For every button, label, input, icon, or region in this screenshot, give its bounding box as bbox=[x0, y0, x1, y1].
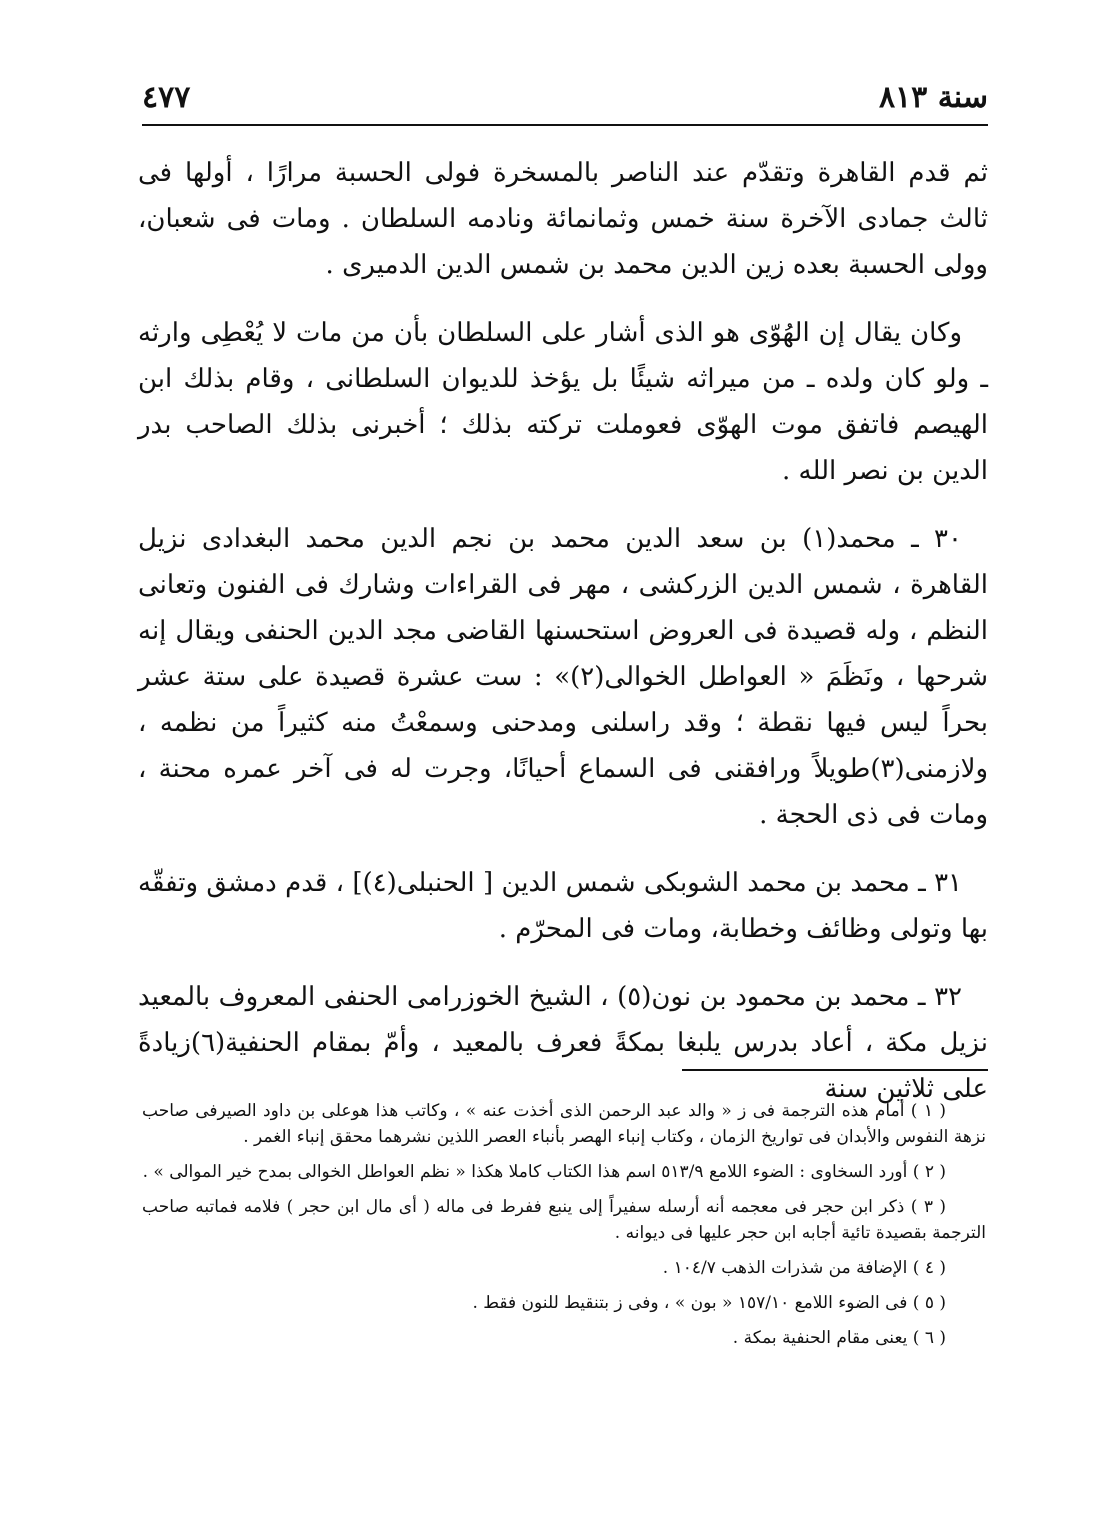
footnote-2: ( ٢ ) أورد السخاوى : الضوء اللامع ٥١٣/٩ اسم هذا الكتاب كاملا هكذا « نظم العواطل الخوالى بمدح خير الموالى » . bbox=[142, 1162, 946, 1182]
footnote-5: ( ٥ ) فى الضوء اللامع ١٥٧/١٠ « بون » ، وفى ز بتنقيط للنون فقط . bbox=[472, 1293, 946, 1313]
main-text bbox=[138, 150, 988, 1134]
page-header bbox=[142, 78, 988, 126]
paragraph: وكان يقال إن الهُوّى هو الذى أشار على السلطان بأن من مات لا يُعْطِى وارثه ـ ولو كان ولده ـ من ميراثه شيئًا بل يؤخذ للديوان السلطانى ، وقام بذلك ابن الهيصم فاتفق موت الهوّى فعوملت تركته بذلك ؛ أخبرنى بذلك الصاحب بدر الدين بن نصر الله . bbox=[138, 318, 988, 486]
biography-entry-30: ٣٠ ـ محمد(١) بن سعد الدين محمد بن نجم الدين محمد البغدادى نزيل القاهرة ، شمس الدين الزركشى ، مهر فى القراءات وشارك فى الفنون وتعانى النظم ، وله قصيدة فى العروض استحسنها القاضى مجد الدين الحنفى ويقال إنه شرحها ، ونَظَمَ « العواطل الخوالى(٢)» : ست عشرة قصيدة على ستة عشر بحراً ليس فيها نقطة ؛ وقد راسلنى ومدحنى وسمعْتُ منه كثيراً من نظمه ، ولازمنى(٣)طويلاً ورافقنى فى السماع أحيانًا، وجرت له فى آخر عمره محنة ، ومات فى ذى الحجة . bbox=[138, 524, 988, 830]
footnote-1: ( ١ ) أمام هذه الترجمة فى ز « والد عبد الرحمن الذى أخذت عنه » ، وكاتب هذا هوعلى بن داود الصيرفى صاحب نزهة النفوس والأبدان فى تواريخ الزمان ، وكتاب إنباء الهصر بأنباء العصر اللذين نشرهما محقق إنباء الغمر . bbox=[142, 1101, 986, 1147]
page-number: ٤٧٧ bbox=[142, 80, 191, 115]
biography-entry-31: ٣١ ـ محمد بن محمد الشوبكى شمس الدين [ الحنبلى(٤)] ، قدم دمشق وتفقّه بها وتولى وظائف وخطابة، ومات فى المحرّم . bbox=[138, 868, 988, 944]
footnote-4: ( ٤ ) الإضافة من شذرات الذهب ١٠٤/٧ . bbox=[662, 1258, 946, 1278]
footnote-6: ( ٦ ) يعنى مقام الحنفية بمكة . bbox=[732, 1328, 946, 1348]
running-title: سنة ٨١٣ bbox=[878, 80, 988, 115]
footnote-3: ( ٣ ) ذكر ابن حجر فى معجمه أنه أرسله سفيراً إلى ينبع ففرط فى ماله ( أى مال ابن حجر ) فلامه فماتبه صاحب الترجمة بقصيدة تائية أجابه ابن حجر عليها فى ديوانه . bbox=[142, 1197, 986, 1243]
biography-entry-32: ٣٢ ـ محمد بن محمود بن نون(٥) ، الشيخ الخوزرامى الحنفى المعروف بالمعيد نزيل مكة ، أعاد بدرس يلبغا بمكةً فعرف بالمعيد ، وأمّ بمقام الحنفية(٦)زيادةً على ثلاثين سنة bbox=[138, 982, 988, 1104]
footnotes bbox=[142, 1098, 986, 1360]
footnote-divider bbox=[682, 1069, 988, 1071]
paragraph: ثم قدم القاهرة وتقدّم عند الناصر بالمسخرة فولى الحسبة مرارًا ، أولها فى ثالث جمادى الآخرة سنة خمس وثمانمائة ونادمه السلطان . ومات فى شعبان، وولى الحسبة بعده زين الدين محمد بن شمس الدين الدميرى . bbox=[138, 158, 988, 280]
